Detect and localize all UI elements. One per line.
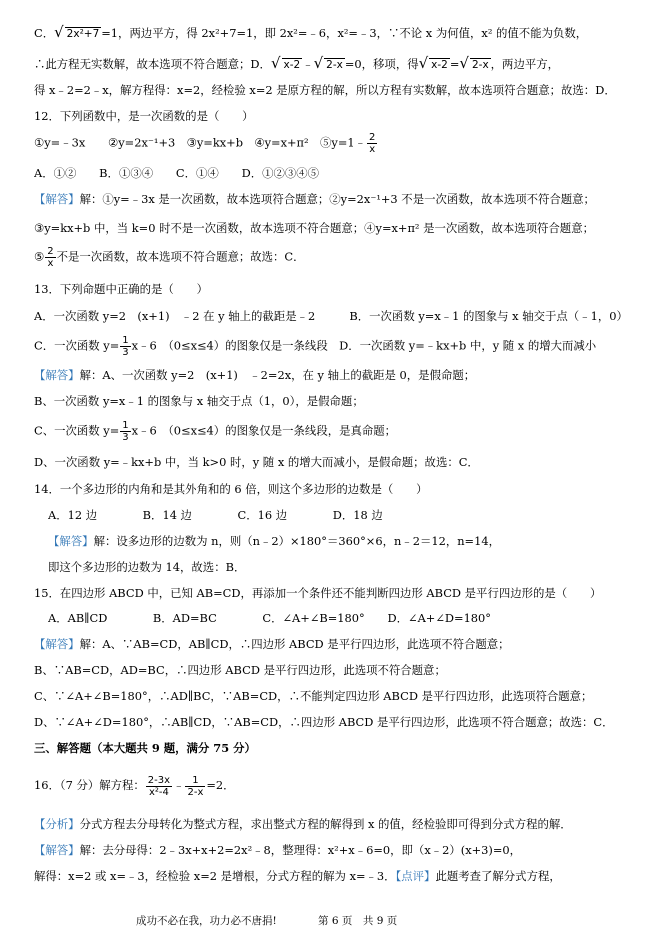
fraction-numerator: 2-3x <box>147 774 171 786</box>
text-segment: ⑤ <box>34 249 45 264</box>
answer-line: B、一次函数 y=x﹣1 的图象与 x 轴交于点（1，0），是假命题； <box>34 394 364 408</box>
text-segment: 解：去分母得：2﹣3x+x+2=2x²﹣8，整理得：x²+x﹣6=0，即（x﹣2）(x+3)=0， <box>79 843 522 857</box>
answer-tag: 【解答】 <box>34 843 80 857</box>
radical-sign: √ <box>270 55 281 72</box>
text-segment: 解得：x=2 或 x=﹣3，经检验 x=2 是增根，分式方程的解为 x=﹣3． <box>34 869 396 883</box>
answer-line: ③y=kx+b 中，当 k=0 时不是一次函数，故本选项不符合题意；④y=x+π² 是一次函数，故本选项符合题意； <box>34 221 594 235</box>
text-segment: =1，两边平方，得 2x²+7=1，即 2x²=﹣6，x²=﹣3，∵不论 x 为何值，x² 的值不能为负数， <box>101 26 588 40</box>
fraction <box>185 775 205 798</box>
question-15-choices: A．AB∥CD B．AD=BC C．∠A+∠B=180° D．∠A+∠D=180° <box>48 611 492 625</box>
radical-sign: √ <box>418 55 429 72</box>
fraction-denominator: x²-4 <box>148 786 169 798</box>
question-12-choices: A．①② B．①③④ C．①④ D．①②③④⑤ <box>34 166 320 180</box>
text-segment: 此题考查了解分式方程， <box>435 869 561 883</box>
answer-line: D、一次函数 y=﹣kx+b 中，当 k>0 时，y 随 x 的增大而减小，是假命题；故选：C． <box>34 455 479 469</box>
answer-tag: 【解答】 <box>48 534 94 548</box>
fraction-numerator: 2 <box>47 246 54 257</box>
comment-tag: 【点评】 <box>395 869 436 883</box>
question-12-options <box>34 132 640 155</box>
fraction <box>367 132 377 155</box>
question-13-option-cd <box>34 335 640 358</box>
fraction <box>120 420 130 443</box>
text-line <box>34 55 640 72</box>
question-15-title: 15．在四边形 ABCD 中，已知 AB=CD，再添加一个条件还不能判断四边形 ABCD 是平行四边形的是（ ） <box>34 586 602 600</box>
text-segment: C． <box>34 26 55 40</box>
answer-line <box>34 420 640 443</box>
footer-page-number: 第 6 页 共 9 页 <box>318 915 398 927</box>
fraction-numerator: 1 <box>122 420 129 431</box>
answer-line <box>34 367 640 383</box>
text-segment: ①y=﹣3x ②y=2x⁻¹+3 ③y=kx+b ④y=x+π² ⑤y=1﹣ <box>34 135 367 150</box>
text-segment: x﹣6 （0≤x≤4）的图象仅是一条线段 D．一次函数 y=﹣kx+b 中，y 随 x 的增大而减小 <box>131 338 597 353</box>
answer-line <box>34 191 640 207</box>
analysis-tag: 【分析】 <box>34 817 80 831</box>
analysis-line <box>34 816 640 832</box>
text-line: 得 x﹣2=2﹣x，解方程得：x=2，经检验 x=2 是原方程的解，所以方程有实数解，故本选项符合题意；故选：D． <box>34 83 616 97</box>
text-segment: x﹣6 （0≤x≤4）的图象仅是一条线段，是真命题； <box>131 423 397 438</box>
text-segment: ，两边平方， <box>490 57 560 71</box>
radicand: 2-x <box>326 59 343 71</box>
text-segment: 解：设多边形的边数为 n，则（n﹣2）×180°＝360°×6，n﹣2＝12，n=14， <box>93 534 500 548</box>
radicand: 2-x <box>471 59 489 71</box>
radicand: 2x²+7 <box>66 28 100 40</box>
radicand: x-2 <box>431 59 448 71</box>
question-16-title <box>34 768 640 802</box>
question-14-choices: A．12 边 B．14 边 C．16 边 D．18 边 <box>48 508 383 522</box>
fraction-denominator: 3 <box>122 347 129 358</box>
text-segment: C、一次函数 y= <box>34 423 120 438</box>
section-heading: 三、解答题（本大题共 9 题，满分 75 分） <box>34 741 256 755</box>
fraction-numerator: 1 <box>185 775 205 787</box>
text-segment: ﹣ <box>302 57 314 71</box>
fraction <box>146 775 172 798</box>
text-segment: 解：A、一次函数 y=2 (x+1) ﹣2=2x，在 y 轴上的截距是 0，是假命题； <box>79 368 476 382</box>
radical-sign: √ <box>313 55 324 72</box>
answer-tag: 【解答】 <box>34 368 80 382</box>
fraction <box>45 246 55 269</box>
answer-line <box>34 868 640 884</box>
fraction-denominator: 3 <box>122 432 129 443</box>
text-segment: = <box>449 57 460 71</box>
text-segment: =2． <box>206 778 235 792</box>
text-segment: ∴此方程无实数解，故本选项不符合题意；D． <box>34 57 271 71</box>
text-line <box>34 24 640 41</box>
answer-line: C、∵∠A+∠B=180°，∴AD∥BC，∵AB=CD，∴不能判定四边形 ABCD 是平行四边形，此选项符合题意； <box>34 689 593 703</box>
radical-sign: √ <box>54 24 64 41</box>
text-segment: =0，移项，得 <box>344 57 419 71</box>
radicand: x-2 <box>283 59 301 71</box>
answer-line <box>48 533 640 549</box>
question-13-title: 13．下列命题中正确的是（ ） <box>34 282 208 296</box>
answer-line <box>34 636 640 652</box>
text-segment: 解：A、∵AB=CD，AB∥CD，∴四边形 ABCD 是平行四边形，此选项不符合题意； <box>79 637 510 651</box>
fraction-denominator: x <box>47 258 54 269</box>
answer-tag: 【解答】 <box>34 637 80 651</box>
question-14-title: 14．一个多边形的内角和是其外角和的 6 倍，则这个多边形的边数是（ ） <box>34 482 428 496</box>
footer-motto: 成功不必在我，功力必不唐捐! <box>136 915 277 927</box>
text-segment: 分式方程去分母转化为整式方程，求出整式方程的解得到 x 的值，经检验即可得到分式方程的解． <box>79 817 572 831</box>
text-segment: ﹣ <box>173 778 185 792</box>
fraction <box>120 335 130 358</box>
question-12-title: 12．下列函数中，是一次函数的是（ ） <box>34 109 254 123</box>
fraction-denominator: x <box>369 144 376 155</box>
answer-line: B、∵AB=CD，AD=BC，∴四边形 ABCD 是平行四边形，此选项不符合题意； <box>34 663 446 677</box>
answer-tag: 【解答】 <box>34 192 80 206</box>
answer-line <box>34 246 640 269</box>
fraction-numerator: 1 <box>122 335 129 346</box>
answer-line: D、∵∠A+∠D=180°，∴AB∥CD，∵AB=CD，∴四边形 ABCD 是平行四边形，此选项不符合题意；故选：C． <box>34 715 614 729</box>
question-13-options-ab: A．一次函数 y=2 (x+1) ﹣2 在 y 轴上的截距是﹣2 B．一次函数 y=x﹣1 的图象与 x 轴交于点（﹣1，0） <box>34 309 628 323</box>
answer-line: 即这个多边形的边数为 14，故选：B． <box>48 560 246 574</box>
text-segment: 解：①y=﹣3x 是一次函数，故本选项符合题意；②y=2x⁻¹+3 不是一次函数，故本选项不符合题意； <box>79 192 595 206</box>
fraction-denominator: 2-x <box>187 786 204 798</box>
text-segment: 16．（7 分）解方程： <box>34 778 145 792</box>
text-segment: C．一次函数 y= <box>34 338 120 353</box>
text-segment: 不是一次函数，故本选项不符合题意；故选：C． <box>56 249 305 264</box>
fraction-numerator: 2 <box>369 132 376 143</box>
radical-sign: √ <box>459 55 469 72</box>
answer-line <box>34 842 640 858</box>
